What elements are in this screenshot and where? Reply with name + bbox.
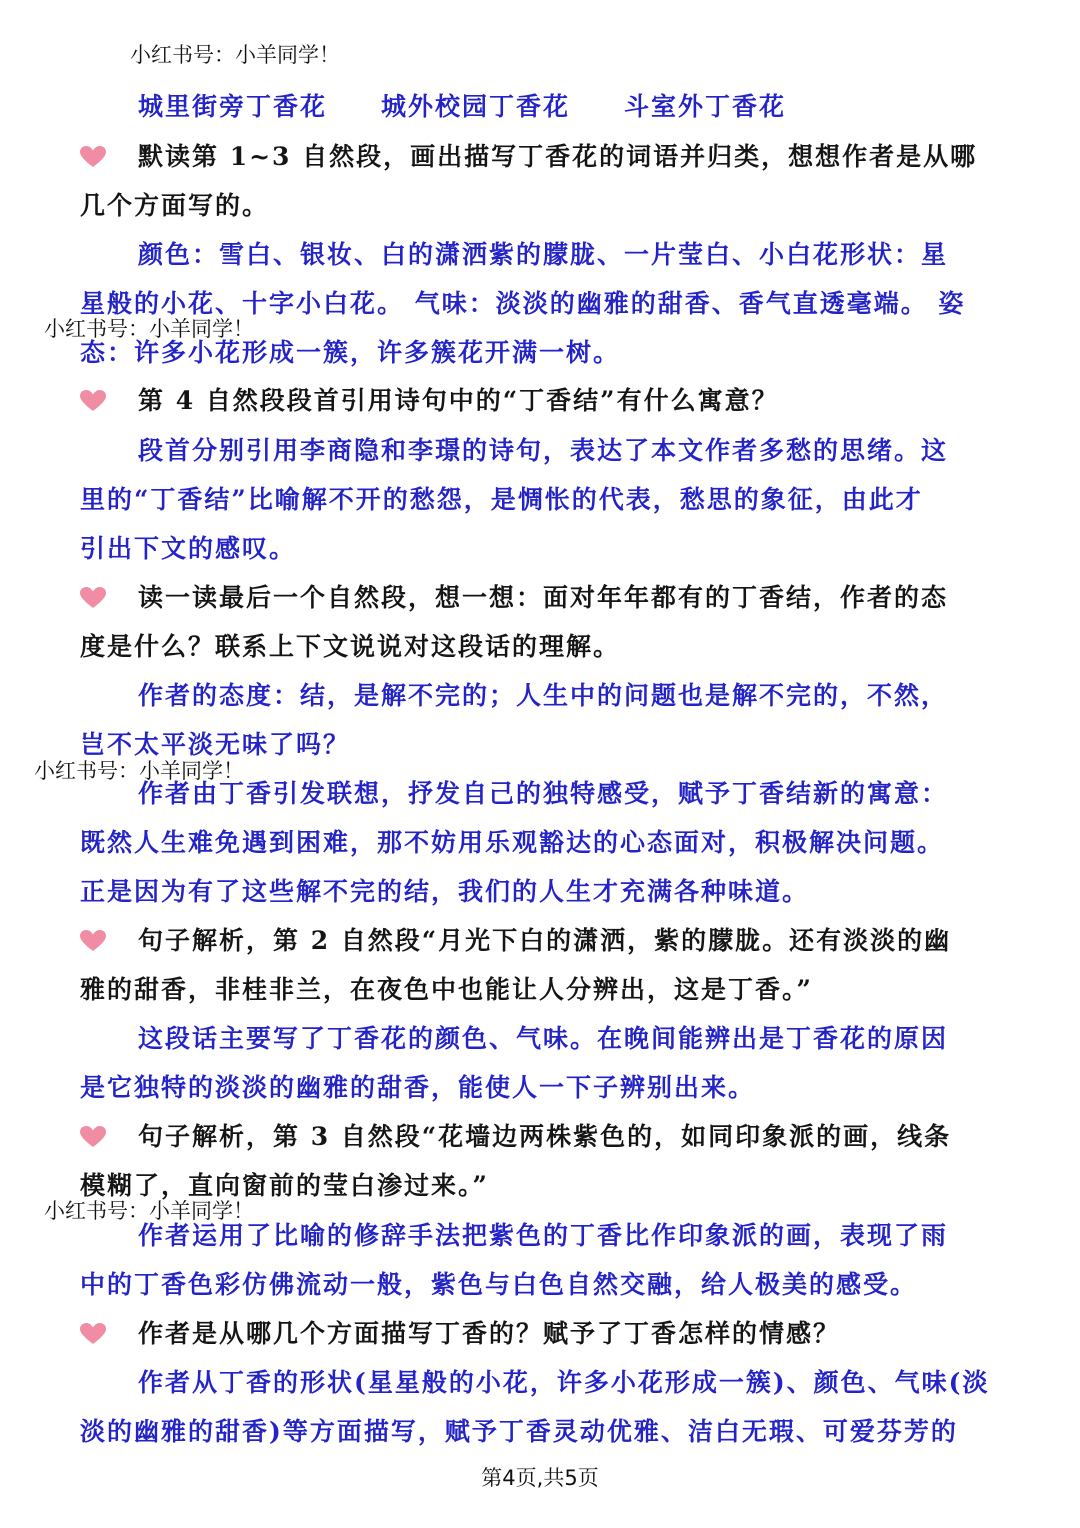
answer-line: 淡的幽雅的甜香)等方面描写，赋予丁香灵动优雅、洁白无瑕、可爱芬芳的	[80, 1417, 958, 1446]
watermark: 小红书号：小羊同学！	[34, 759, 244, 783]
answer-line: 岂不太平淡无味了吗？	[80, 730, 351, 759]
question-line: 作者是从哪几个方面描写丁香的？赋予了丁香怎样的情感？	[138, 1319, 841, 1348]
answer-line: 既然人生难免遇到困难，那不妨用乐观豁达的心态面对，积极解决问题。	[80, 828, 945, 857]
answer-line: 里的“丁香结”比喻解不开的愁怨，是惆怅的代表，愁思的象征，由此才	[80, 485, 923, 514]
answer-line: 正是因为有了这些解不完的结，我们的人生才充满各种味道。	[80, 877, 810, 906]
answer-line: 颜色：雪白、银妆、白的潇洒紫的朦胧、一片莹白、小白花形状：星	[138, 240, 949, 269]
section-heading: 城里街旁丁香花 城外校园丁香花 斗室外丁香花	[138, 92, 787, 121]
answer-line: 作者从丁香的形状(星星般的小花，许多小花形成一簇)、颜色、气味(淡	[138, 1368, 990, 1397]
watermark: 小红书号：小羊同学！	[44, 1199, 254, 1223]
answer-line: 星般的小花、十字小白花。 气味：淡淡的幽雅的甜香、香气直透毫端。 姿	[80, 289, 966, 318]
answer-line: 段首分别引用李商隐和李璟的诗句，表达了本文作者多愁的思绪。这	[138, 436, 949, 465]
answer-line: 作者运用了比喻的修辞手法把紫色的丁香比作印象派的画，表现了雨	[138, 1221, 949, 1250]
heart-bullet-icon	[80, 1126, 106, 1148]
watermark: 小红书号：小羊同学！	[44, 317, 254, 341]
answer-line: 中的丁香色彩仿佛流动一般，紫色与白色自然交融，给人极美的感受。	[80, 1270, 918, 1299]
watermark: 小红书号：小羊同学！	[130, 43, 340, 67]
page-number: 第4页,共5页	[481, 1466, 599, 1490]
question-line: 第 4 自然段段首引用诗句中的“丁香结”有什么寓意？	[138, 386, 779, 415]
question-line: 默读第 1~3 自然段，画出描写丁香花的词语并归类，想想作者是从哪	[138, 142, 978, 171]
heart-bullet-icon	[80, 1323, 106, 1345]
question-line: 模糊了，直向窗前的莹白渗过来。”	[80, 1171, 489, 1200]
answer-line: 引出下文的感叹。	[80, 534, 297, 563]
question-line: 度是什么？联系上下文说说对这段话的理解。	[80, 632, 621, 661]
answer-line: 作者由丁香引发联想，抒发自己的独特感受，赋予丁香结新的寓意：	[138, 779, 949, 808]
answer-line: 作者的态度：结，是解不完的；人生中的问题也是解不完的，不然，	[138, 681, 949, 710]
heart-bullet-icon	[80, 390, 106, 412]
heart-bullet-icon	[80, 146, 106, 168]
question-line: 几个方面写的。	[80, 191, 270, 220]
question-line: 句子解析，第 3 自然段“花墙边两株紫色的，如同印象派的画，线条	[138, 1122, 952, 1151]
heart-bullet-icon	[80, 587, 106, 609]
question-line: 读一读最后一个自然段，想一想：面对年年都有的丁香结，作者的态	[138, 583, 949, 612]
question-line: 雅的甜香，非桂非兰，在夜色中也能让人分辨出，这是丁香。”	[80, 975, 813, 1004]
answer-line: 态：许多小花形成一簇，许多簇花开满一树。	[80, 338, 621, 367]
answer-line: 是它独特的淡淡的幽雅的甜香，能使人一下子辨别出来。	[80, 1073, 756, 1102]
answer-line: 这段话主要写了丁香花的颜色、气味。在晚间能辨出是丁香花的原因	[138, 1024, 949, 1053]
question-line: 句子解析，第 2 自然段“月光下白的潇洒，紫的朦胧。还有淡淡的幽	[138, 926, 952, 955]
heart-bullet-icon	[80, 930, 106, 952]
